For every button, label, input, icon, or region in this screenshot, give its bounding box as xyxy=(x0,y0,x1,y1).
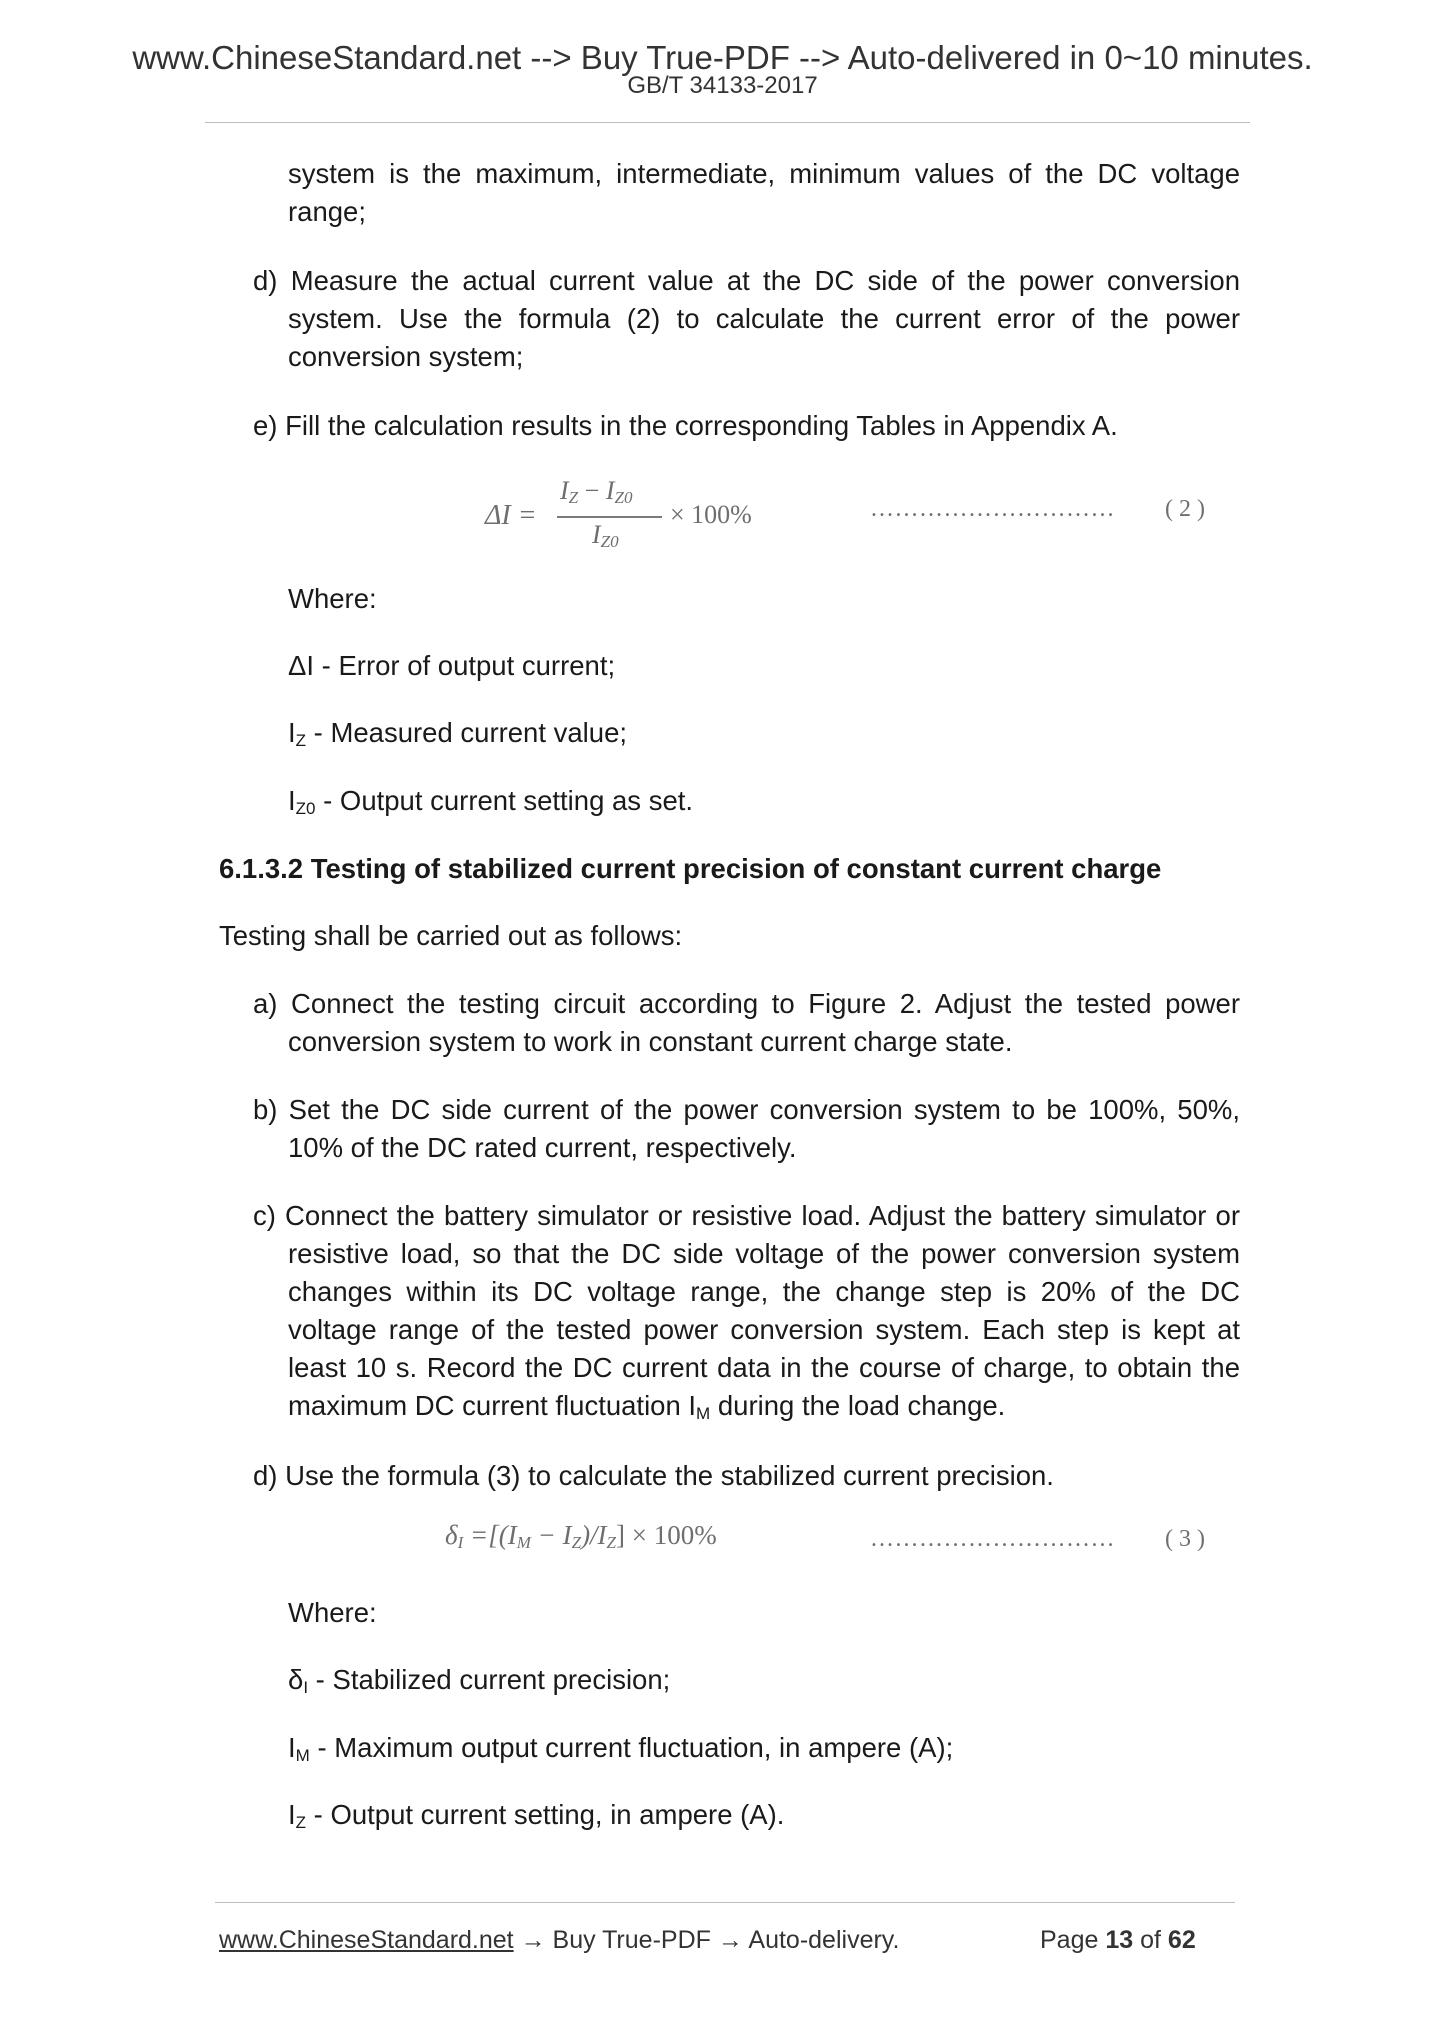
footer-text: www.ChineseStandard.net → Buy True-PDF → Auto-delivery. xyxy=(219,1926,900,1954)
formula-2-number: ( 2 ) xyxy=(1165,496,1205,522)
definition-delta-i-precision: $\delta_I$ - Stabilized current precision; xyxy=(288,1664,671,1697)
where-label-2: Where: xyxy=(288,1597,377,1628)
footer-link[interactable]: www.ChineseStandard.net xyxy=(219,1926,514,1954)
standard-number: GB/T 34133-2017 xyxy=(627,72,818,99)
list-item-d: d) Measure the actual current value at the DC side of the power conversion system. Use the formula (2) to calculate the current error of the power conversion system; xyxy=(253,265,1240,372)
section-heading: 6.1.3.2 Testing of stabilized current precision of constant current charge xyxy=(219,853,1162,884)
definition-delta-i: ΔI - Error of output current; xyxy=(288,650,616,681)
page-indicator: Page 13 of 62 xyxy=(1040,1926,1196,1954)
step-a: a) Connect the testing circuit according to Figure 2. Adjust the tested power conversion system to work in constant current charge state. xyxy=(253,988,1240,1057)
formula-2-lhs: ΔI = xyxy=(485,500,537,531)
formula-2-fraction-bar xyxy=(557,516,662,518)
step-b: b) Set the DC side current of the power conversion system to be 100%, 50%, 10% of the DC rated current, respectively. xyxy=(253,1094,1240,1163)
footer-divider xyxy=(215,1902,1235,1903)
header-banner: www.ChineseStandard.net --> Buy True-PDF --> Auto-delivered in 0~10 minutes. xyxy=(132,39,1313,76)
formula-3-number: ( 3 ) xyxy=(1165,1526,1205,1552)
formula-2-numerator: $I_Z - I_{Z0}$ xyxy=(560,476,633,507)
definition-iz-setting: $I_Z$ - Output current setting, in ampere (A). xyxy=(288,1799,785,1832)
definition-iz: $I_Z$ - Measured current value; xyxy=(288,717,628,750)
formula-2 xyxy=(485,470,805,560)
formula-2-factor: × 100% xyxy=(670,500,752,529)
definition-iz0: $I_{Z0}$ - Output current setting as set. xyxy=(288,785,694,818)
formula-2-leader: ………………………… xyxy=(870,496,1115,522)
intro-text: Testing shall be carried out as follows: xyxy=(219,920,683,951)
header-divider xyxy=(205,122,1250,123)
step-c: c) Connect the battery simulator or resistive load. Adjust the battery simulator or resistive load, so that the DC side voltage of the power conversion system changes within its DC voltage range, the change step is 20% of the DC voltage range of the tested power conversion system. Each step is kept at least 10 s. Record the DC current data in the course of charge, to obtain the maximum DC current fluctuation $I_M$ during the load change. xyxy=(253,1200,1240,1423)
list-item-e: e) Fill the calculation results in the corresponding Tables in Appendix A. xyxy=(253,410,1118,441)
continuation-text: system is the maximum, intermediate, minimum values of the DC voltage range; xyxy=(288,158,1240,227)
formula-2-denominator: $I_{Z0}$ xyxy=(592,520,619,551)
formula-3: $\delta_I =[(I_M - I_Z)/I_Z] \times 100\%$ xyxy=(445,1520,717,1552)
definition-im: $I_M$ - Maximum output current fluctuation, in ampere (A); xyxy=(288,1732,954,1765)
step-d: d) Use the formula (3) to calculate the stabilized current precision. xyxy=(253,1460,1054,1491)
formula-3-leader: ………………………… xyxy=(870,1526,1115,1552)
where-label: Where: xyxy=(288,583,377,614)
